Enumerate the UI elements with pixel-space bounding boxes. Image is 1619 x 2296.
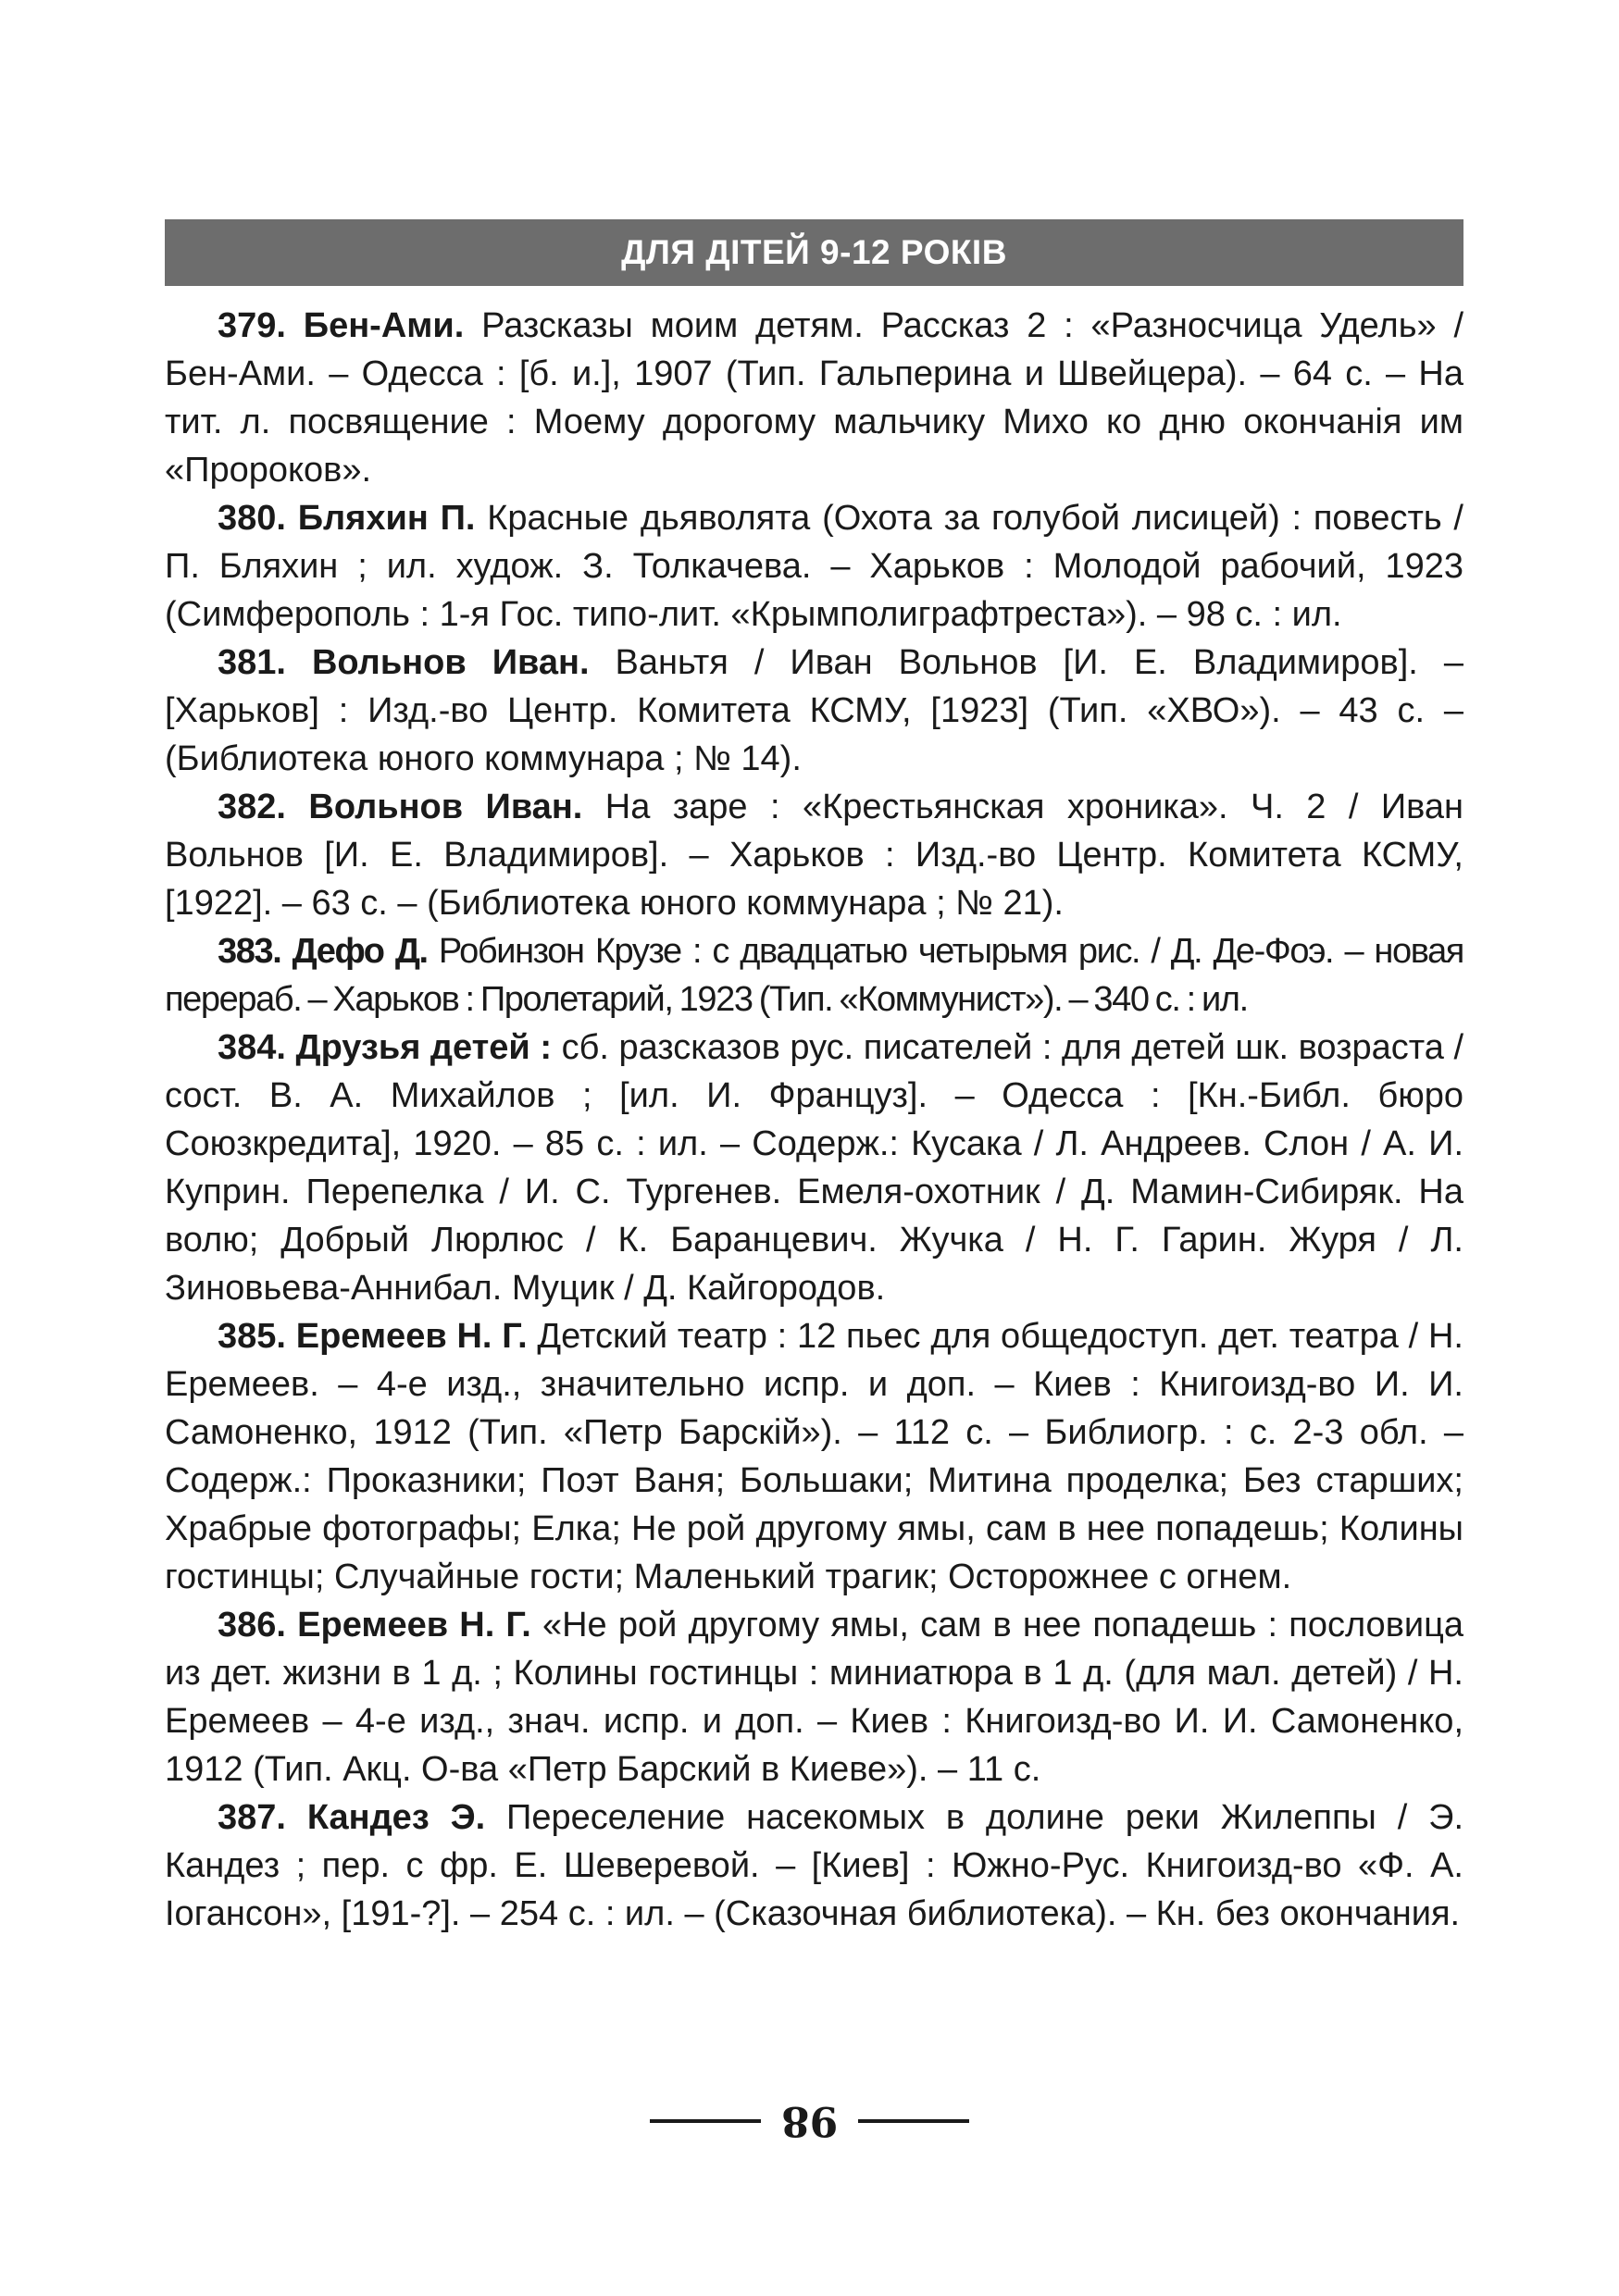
entry-383 bbox=[165, 927, 1463, 1024]
footer-rule-left bbox=[650, 2119, 761, 2123]
entry-text: На заре : «Крестьянская хроника». Ч. 2 / Иван Вольнов [И. Е. Владимиров]. – Харьков : Изд.-во Центр. Комитета КСМУ, [1922]. – 63 с. – (Библиотека юного коммунара ; № 21). bbox=[165, 788, 1464, 923]
entry-386 bbox=[165, 1601, 1463, 1793]
entry-379 bbox=[165, 302, 1463, 494]
entry-heading: 387. Кандез Э. bbox=[218, 1798, 486, 1837]
entry-382 bbox=[165, 783, 1463, 927]
entry-387 bbox=[165, 1793, 1463, 1938]
entry-384 bbox=[165, 1024, 1463, 1312]
page-footer bbox=[0, 2097, 1619, 2144]
entry-heading: 381. Вольнов Иван. bbox=[218, 643, 590, 682]
entry-385 bbox=[165, 1312, 1463, 1601]
entry-text: Детский театр : 12 пьес для общедоступ. дет. театра / Н. Еремеев. – 4-е изд., значительно испр. и доп. – Киев : Книгоизд-во И. И. Самоненко, 1912 (Тип. «Петр Барскій»). – 112 с. – Библиогр. : с. 2-3 обл. – Содерж.: Проказники; Поэт Ваня; Большаки; Митина проделка; Без старших; Храбрые фотографы; Елка; Не рой другому ямы, сам в нее попадешь; Колины гостинцы; Случайные гости; Маленький трагик; Осторожнее с огнем. bbox=[165, 1317, 1463, 1596]
entry-380 bbox=[165, 494, 1463, 639]
entry-381 bbox=[165, 639, 1463, 783]
entry-text: Красные дьяволята (Охота за голубой лисицей) : повесть / П. Бляхин ; ил. худож. З. Толкачева. – Харьков : Молодой рабочий, 1923 (Симферополь : 1-я Гос. типо-лит. «Крымполиграфтреста»). – 98 с. : ил. bbox=[165, 499, 1463, 634]
entry-heading: 386. Еремеев Н. Г. bbox=[218, 1606, 531, 1644]
entry-text: Ваньтя / Иван Вольнов [И. Е. Владимиров]. – [Харьков] : Изд.-во Центр. Комитета КСМУ, [1923] (Тип. «ХВО»). – 43 с. – (Библиотека юного коммунара ; № 14). bbox=[165, 643, 1463, 778]
footer-rule-right bbox=[858, 2119, 969, 2123]
bibliography-list bbox=[165, 302, 1463, 1938]
entry-heading: 382. Вольнов Иван. bbox=[218, 788, 583, 826]
entry-text: Переселение насекомых в долине реки Жилеппы / Э. Кандез ; пер. с фр. Е. Шеверевой. – [Киев] : Южно-Рус. Книгоизд-во «Ф. А. Іогансон», [191-?]. – 254 с. : ил. – (Сказочная библиотека). – Кн. без окончания. bbox=[165, 1798, 1463, 1933]
entry-text: Разсказы моим детям. Рассказ 2 : «Разносчица Удель» / Бен-Ами. – Одесса : [б. и.], 1907 (Тип. Гальперина и Швейцера). – 64 с. – На тит. л. посвящение : Моему дорогому мальчику Михо ко дню окончанія им «Пророков». bbox=[165, 306, 1463, 490]
entry-text: Робинзон Крузе : с двадцатью четырьмя рис. / Д. Де-Фоэ. – новая перераб. – Харьков : Пролетарий, 1923 (Тип. «Коммунист»). – 340 с. : ил. bbox=[165, 932, 1463, 1019]
page-number: 98 bbox=[780, 2097, 839, 2144]
entry-heading: 379. Бен-Ами. bbox=[218, 306, 465, 345]
entry-heading: 380. Бляхин П. bbox=[218, 499, 476, 538]
entry-text: «Не рой другому ямы, сам в нее попадешь : пословица из дет. жизни в 1 д. ; Колины гостинцы : миниатюра в 1 д. (для мал. детей) / Н. Еремеев – 4-е изд., знач. испр. и доп. – Киев : Книгоизд-во И. И. Самоненко, 1912 (Тип. Акц. О-ва «Петр Барский в Киеве»). – 11 с. bbox=[165, 1606, 1464, 1789]
entry-text: сб. разсказов рус. писателей : для детей шк. возраста / сост. В. А. Михайлов ; [ил. И. Француз]. – Одесса : [Кн.-Библ. бюро Союзкредита], 1920. – 85 с. : ил. – Содерж.: Кусака / Л. Андреев. Слон / А. И. Куприн. Перепелка / И. С. Тургенев. Емеля-охотник / Д. Мамин-Сибиряк. На волю; Добрый Люрлюс / К. Баранцевич. Жучка / Н. Г. Гарин. Журя / Л. Зиновьева-Аннибал. Муцик / Д. Кайгородов. bbox=[165, 1028, 1464, 1308]
entry-heading: 383. Дефо Д. bbox=[218, 932, 428, 971]
entry-heading: 384. Друзья детей : bbox=[218, 1028, 553, 1067]
section-header bbox=[165, 219, 1463, 286]
section-title: ДЛЯ ДІТЕЙ 9-12 РОКІВ bbox=[621, 233, 1007, 271]
entry-heading: 385. Еремеев Н. Г. bbox=[218, 1317, 528, 1356]
